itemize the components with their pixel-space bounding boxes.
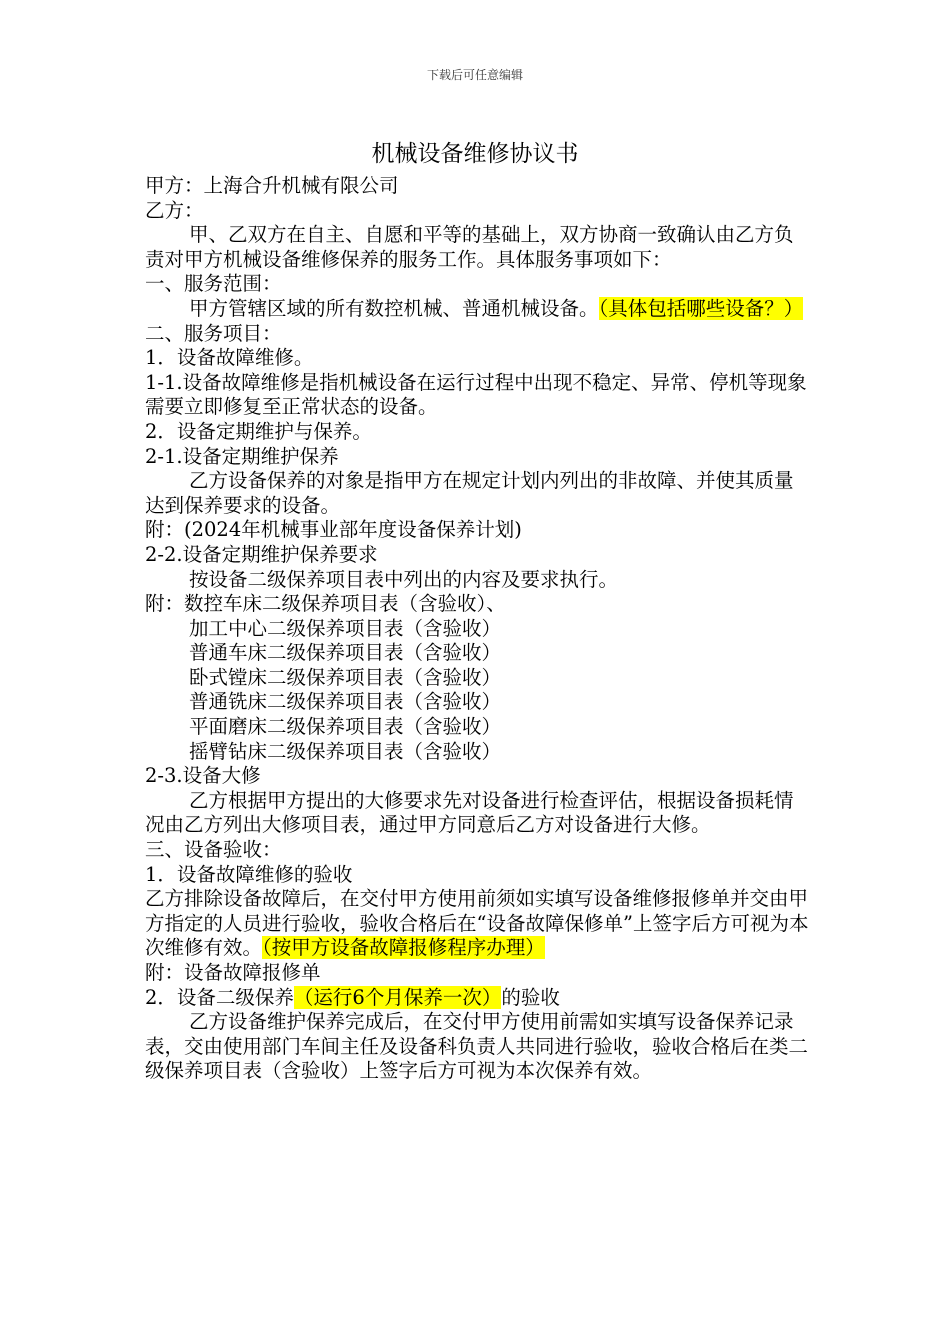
section-3-heading: 三、设备验收： — [145, 838, 282, 862]
attachment-item: 平面磨床二级保养项目表（含验收） — [189, 715, 502, 739]
attachment-item: 摇臂钻床二级保养项目表（含验收） — [189, 739, 502, 763]
section-1-highlight: （具体包括哪些设备？） — [598, 296, 804, 320]
item-2-3: 2-3.设备大修 — [145, 764, 261, 788]
attachment-first — [145, 592, 810, 617]
item-2-1-attachment: 附：(2024年机械事业部年度设备保养计划) — [145, 518, 522, 542]
section-3-item-1-text — [145, 887, 810, 961]
party-a: 甲方：上海合升机械有限公司 — [145, 174, 399, 197]
section-3-item-1-attachment: 附：设备故障报修单 — [145, 961, 321, 984]
attachment-item: 数控车床二级保养项目表（含验收）、 — [184, 592, 506, 616]
section-3-item-2-highlight: （运行6个月保养一次） — [293, 985, 502, 1009]
section-1-heading: 一、服务范围： — [145, 272, 282, 296]
section-1-text — [145, 297, 810, 322]
section-3-item-2-suffix: 的验收 — [501, 985, 560, 1009]
attachment-prefix: 附： — [145, 592, 185, 616]
intro-paragraph: 甲、乙双方在自主、自愿和平等的基础上，双方协商一致确认由乙方负责对甲方机械设备维修保养的服务工作。具体服务事项如下： — [145, 223, 794, 271]
document-body — [145, 174, 810, 1084]
party-b: 乙方： — [145, 198, 204, 222]
section-3-item-2-text: 乙方设备维护保养完成后，在交付甲方使用前需如实填写设备保养记录表，交由使用部门车间主任及设备科负责人共同进行验收，验收合格后在类二级保养项目表（含验收）上签字后方可视为本次保养有效。 — [145, 1010, 809, 1083]
section-3-item-2 — [145, 986, 810, 1011]
item-2-1-text: 乙方设备保养的对象是指甲方在规定计划内列出的非故障、并使其质量达到保养要求的设备。 — [145, 469, 794, 517]
attachment-item: 普通铣床二级保养项目表（含验收） — [189, 690, 502, 714]
item-2-2-text: 按设备二级保养项目表中列出的内容及要求执行。 — [189, 567, 619, 591]
item-2-3-text: 乙方根据甲方提出的大修要求先对设备进行检查评估，根据设备损耗情况由乙方列出大修项目表，通过甲方同意后乙方对设备进行大修。 — [145, 788, 794, 837]
item-1: 1．设备故障维修。 — [145, 346, 314, 370]
attachment-item: 加工中心二级保养项目表（含验收） — [189, 616, 502, 640]
item-2-2: 2-2.设备定期维护保养要求 — [145, 542, 378, 566]
attachment-item: 普通车床二级保养项目表（含验收） — [189, 641, 502, 665]
item-2: 2．设备定期维护与保养。 — [145, 419, 372, 443]
section-3-item-2-prefix: 2．设备二级保养 — [145, 985, 294, 1009]
item-2-1: 2-1.设备定期维护保养 — [145, 444, 339, 468]
item-1-1: 1-1.设备故障维修是指机械设备在运行过程中出现不稳定、异常、停机等现象需要立即修复至正常状态的设备。 — [145, 370, 807, 419]
section-1-body: 甲方管辖区域的所有数控机械、普通机械设备。 — [189, 296, 599, 320]
document-title: 机械设备维修协议书 — [371, 141, 579, 167]
section-3-item-1: 1．设备故障维修的验收 — [145, 862, 353, 886]
header-note: 下载后可任意编辑 — [426, 68, 523, 82]
section-3-item-1-highlight: （按甲方设备故障报修程序办理） — [262, 936, 545, 960]
attachment-item: 卧式镗床二级保养项目表（含验收） — [189, 665, 502, 689]
section-2-heading: 二、服务项目： — [145, 321, 282, 345]
section-3-item-1-body: 乙方排除设备故障后，在交付甲方使用前须如实填写设备维修报修单并交由甲方指定的人员进行验收，验收合格后在“设备故障保修单”上签字后方可视为本次维修有效。 — [145, 887, 809, 960]
